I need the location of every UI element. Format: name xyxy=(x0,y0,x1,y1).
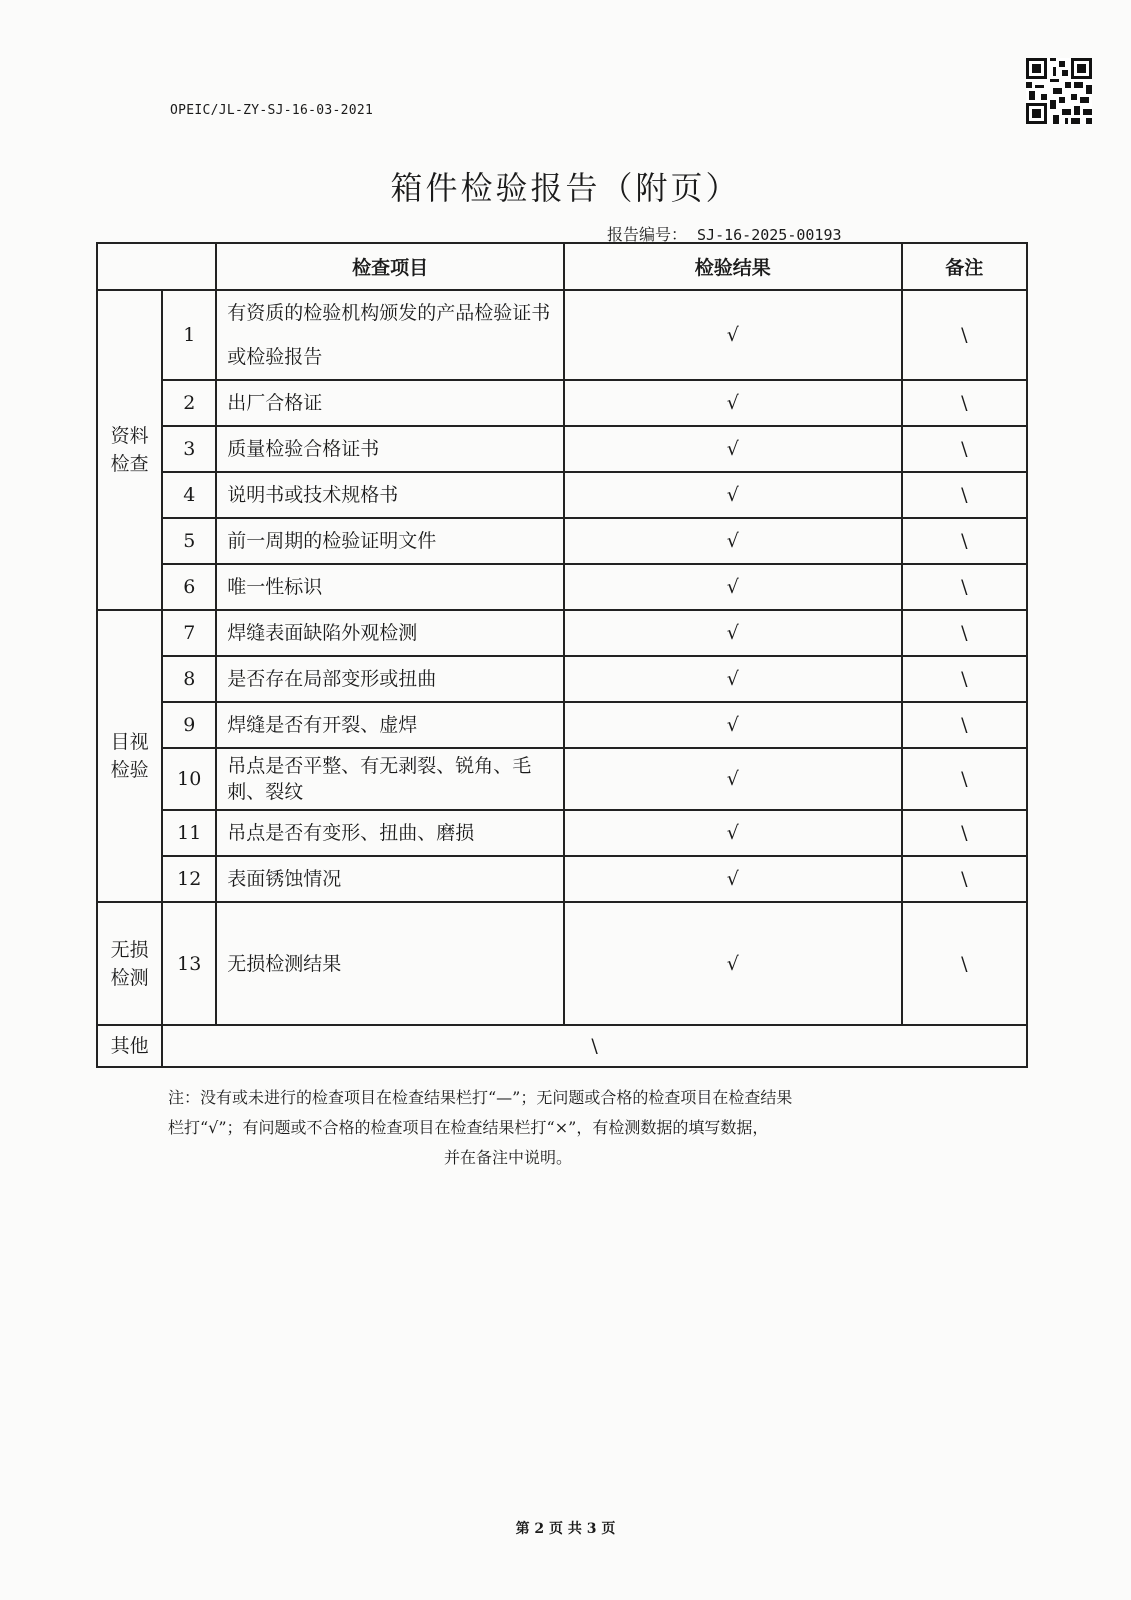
row-number: 1 xyxy=(162,290,216,380)
row-item: 质量检验合格证书 xyxy=(216,426,564,472)
row-number: 13 xyxy=(162,902,216,1025)
row-result: √ xyxy=(564,564,902,610)
header-note: 备注 xyxy=(902,243,1027,290)
table-row xyxy=(97,380,1027,426)
row-number: 7 xyxy=(162,610,216,656)
page-title: 箱件检验报告（附页） xyxy=(390,169,741,207)
row-result: √ xyxy=(564,426,902,472)
row-note: \ xyxy=(902,518,1027,564)
row-result: √ xyxy=(564,856,902,902)
row-result: √ xyxy=(564,290,902,380)
row-item: 说明书或技术规格书 xyxy=(216,472,564,518)
inspection-table xyxy=(96,242,1028,1068)
row-note: \ xyxy=(902,702,1027,748)
footnote-line-1: 注：没有或未进行的检查项目在检查结果栏打“—”；无问题或合格的检查项目在检查结果 xyxy=(168,1088,793,1107)
row-result: √ xyxy=(564,610,902,656)
row-note: \ xyxy=(902,290,1027,380)
row-result: √ xyxy=(564,656,902,702)
table-row xyxy=(97,518,1027,564)
row-item: 前一周期的检验证明文件 xyxy=(216,518,564,564)
row-note: \ xyxy=(902,748,1027,810)
category-visual xyxy=(97,610,162,902)
row-note: \ xyxy=(902,564,1027,610)
row-result: √ xyxy=(564,380,902,426)
row-item: 吊点是否平整、有无剥裂、锐角、毛刺、裂纹 xyxy=(216,748,564,810)
row-note: \ xyxy=(902,610,1027,656)
row-result: √ xyxy=(564,902,902,1025)
category-ndt-label: 无损 检测 xyxy=(110,938,149,989)
row-result: √ xyxy=(564,518,902,564)
row-item: 唯一性标识 xyxy=(216,564,564,610)
row-note: \ xyxy=(902,426,1027,472)
table-row xyxy=(97,748,1027,810)
table-row xyxy=(97,810,1027,856)
category-visual-label: 目视 检验 xyxy=(110,731,149,781)
table-row xyxy=(97,472,1027,518)
header-result: 检验结果 xyxy=(564,243,902,290)
category-docs-label: 资料 检查 xyxy=(110,425,149,475)
table-row xyxy=(97,856,1027,902)
row-note: \ xyxy=(902,856,1027,902)
row-result: √ xyxy=(564,702,902,748)
table-header-row xyxy=(97,243,1027,290)
row-number: 12 xyxy=(162,856,216,902)
table-row xyxy=(97,656,1027,702)
row-result: √ xyxy=(564,472,902,518)
table-row-other xyxy=(97,1025,1027,1067)
row-note: \ xyxy=(902,810,1027,856)
qr-code-icon xyxy=(1026,58,1092,124)
row-number: 10 xyxy=(162,748,216,810)
table-row xyxy=(97,564,1027,610)
footnote xyxy=(168,1083,968,1173)
row-note: \ xyxy=(902,902,1027,1025)
other-value: \ xyxy=(162,1025,1027,1067)
table-row xyxy=(97,610,1027,656)
header-blank xyxy=(97,243,216,290)
row-item: 焊缝表面缺陷外观检测 xyxy=(216,610,564,656)
report-number-value: SJ-16-2025-00193 xyxy=(697,226,842,244)
other-label: 其他 xyxy=(97,1025,162,1067)
row-number: 8 xyxy=(162,656,216,702)
row-number: 9 xyxy=(162,702,216,748)
report-number-label: 报告编号： xyxy=(607,225,688,244)
document-code: OPEIC/JL-ZY-SJ-16-03-2021 xyxy=(170,103,374,118)
table-row xyxy=(97,902,1027,1025)
row-note: \ xyxy=(902,656,1027,702)
table-row xyxy=(97,290,1027,380)
row-number: 6 xyxy=(162,564,216,610)
row-result: √ xyxy=(564,810,902,856)
row-item: 吊点是否有变形、扭曲、磨损 xyxy=(216,810,564,856)
table-row xyxy=(97,426,1027,472)
row-number: 3 xyxy=(162,426,216,472)
table-row xyxy=(97,702,1027,748)
row-item: 焊缝是否有开裂、虚焊 xyxy=(216,702,564,748)
row-item: 是否存在局部变形或扭曲 xyxy=(216,656,564,702)
row-result: √ xyxy=(564,748,902,810)
row-number: 4 xyxy=(162,472,216,518)
row-item: 表面锈蚀情况 xyxy=(216,856,564,902)
footnote-line-3: 并在备注中说明。 xyxy=(443,1148,572,1167)
category-docs xyxy=(97,290,162,610)
row-number: 2 xyxy=(162,380,216,426)
row-item: 有资质的检验机构颁发的产品检验证书或检验报告 xyxy=(216,290,564,380)
row-number: 11 xyxy=(162,810,216,856)
row-note: \ xyxy=(902,472,1027,518)
page-number: 第 2 页 共 3 页 xyxy=(515,1521,616,1537)
row-note: \ xyxy=(902,380,1027,426)
header-item: 检查项目 xyxy=(216,243,564,290)
category-ndt xyxy=(97,902,162,1025)
row-number: 5 xyxy=(162,518,216,564)
row-item: 无损检测结果 xyxy=(216,902,564,1025)
footnote-line-2: 栏打“√”；有问题或不合格的检查项目在检查结果栏打“×”，有检测数据的填写数据， xyxy=(168,1118,769,1137)
row-item: 出厂合格证 xyxy=(216,380,564,426)
